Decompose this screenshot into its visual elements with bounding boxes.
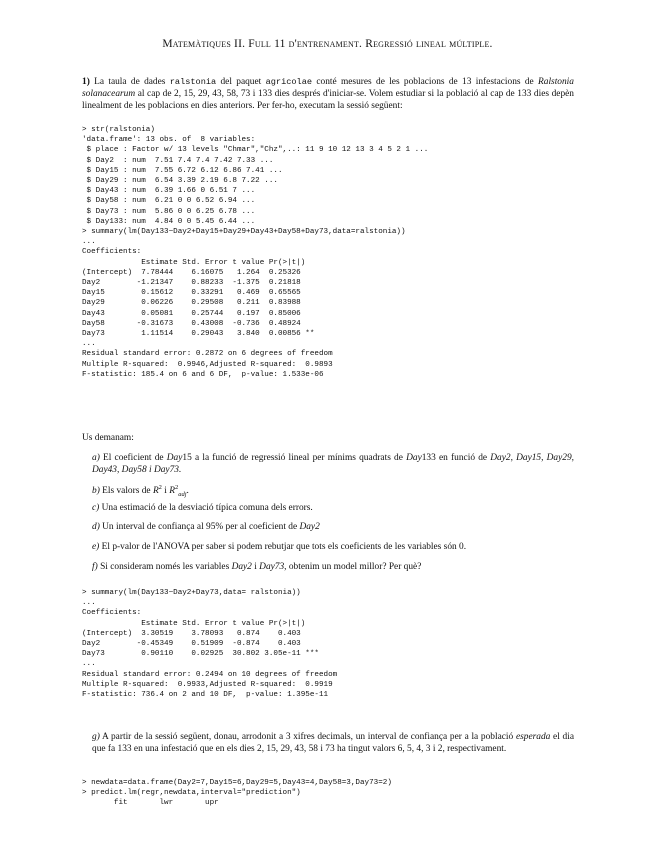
code-line: Multiple R-squared: 0.9946,Adjusted R-squared: 0.9893 (82, 360, 333, 369)
code-line: $ Day15 : num 7.55 6.72 6.12 6.86 7.41 ... (82, 166, 283, 175)
code-line: Multiple R-squared: 0.9933,Adjusted R-squared: 0.9919 (82, 680, 333, 689)
question-d-text: Un interval de confiança al 95% per al coeficient de (99, 522, 300, 532)
question-e (92, 541, 574, 553)
code-line: Day73 1.11514 0.29043 3.840 0.00856 ** (82, 330, 315, 339)
code-line: ... (82, 340, 96, 349)
question-a-text-3: en funció de (435, 453, 491, 463)
code-line: Day15 0.15612 0.33291 0.469 0.65565 (82, 289, 301, 298)
code-line: Day29 0.06226 0.29508 0.211 0.83988 (82, 299, 301, 308)
question-g-emphasis: esperada (515, 732, 551, 742)
question-c-label: c) (92, 503, 100, 513)
question-b-end: . (186, 486, 189, 497)
code-line: fit lwr upr (82, 799, 219, 808)
code-line: (Intercept) 7.78444 6.16075 1.264 0.25326 (82, 268, 301, 277)
code-line: ... (82, 238, 96, 247)
r-session-prediction (82, 778, 582, 809)
question-c-text: Una estimació de la desviació típica comuna dels errors. (99, 503, 313, 513)
code-line: Residual standard error: 0.2872 on 6 degrees of freedom (82, 350, 333, 359)
intro-text-b: del paquet (216, 77, 266, 87)
dataset-name: ralstonia (169, 77, 217, 87)
code-line: F-statistic: 185.4 on 6 and 6 DF, p-value: 1.533e-06 (82, 370, 324, 379)
question-e-label: e) (92, 542, 100, 552)
question-a-var-num: 15 (182, 453, 192, 463)
question-d-label: d) (92, 522, 100, 532)
code-line: $ Day2 : num 7.51 7.4 7.4 7.42 7.33 ... (82, 156, 274, 165)
question-b-label: b) (92, 486, 100, 497)
question-a-label: a) (92, 453, 100, 463)
question-f-text-2: i (251, 562, 260, 572)
question-a-var-list: Day2, Day15, Day29, Day43, Day58 i Day73. (92, 453, 574, 476)
code-line: $ Day58 : num 6.21 0 0 6.52 6.94 ... (82, 197, 256, 206)
question-a (92, 452, 574, 476)
code-line: > summary(lm(Day133~Day2+Day15+Day29+Day43+Day58+Day73,data=ralstonia)) (82, 228, 406, 237)
question-a-text-2: a la funció de regressió lineal per mínims quadrats de (191, 453, 407, 463)
code-line: Day73 0.90110 0.02925 30.802 3.05e-11 *** (82, 650, 319, 659)
question-g-text-2: el dia que fa 133 en una infestació que en els dies 2, 15, 29, 43, 58 i 73 ha tingut valors 6, 5, 4, 3 i 2, respectivament. (92, 732, 574, 755)
code-line: 'data.frame': 13 obs. of 8 variables: (82, 136, 256, 145)
code-line: Estimate Std. Error t value Pr(>|t|) (82, 258, 306, 267)
question-f-var-2: Day73 (259, 562, 285, 572)
code-line: $ Day133: num 4.84 0 0 5.45 6.44 ... (82, 217, 256, 226)
question-d (92, 521, 574, 533)
page-title: Matemàtiques II. Full 11 d'entrenament. Regressió lineal múltiple. (162, 38, 493, 50)
code-line: > str(ralstonia) (82, 126, 155, 134)
package-name: agricolae (265, 77, 313, 87)
r-session-str-summary (82, 125, 582, 380)
code-line: ... (82, 660, 96, 669)
question-g-text: A partir de la sessió següent, donau, arrodonit a 3 xifres decimals, un interval de confiança per a la població (99, 732, 516, 742)
code-line: > newdata=data.frame(Day2=7,Day15=6,Day29=5,Day43=4,Day58=3,Day73=2) (82, 779, 392, 787)
question-b-text: Els valors de (99, 486, 153, 497)
code-line: > summary(lm(Day133~Day2+Day73,data= ralstonia)) (82, 589, 301, 597)
intro-text-c: conté mesures de les poblacions de 13 infestacions de (312, 77, 539, 87)
code-line: Day2 -1.21347 0.88233 -1.375 0.21818 (82, 279, 301, 288)
r-squared-adj-exponent: 2 (174, 484, 179, 491)
code-line: $ Day43 : num 6.39 1.66 0 6.51 7 ... (82, 187, 256, 196)
code-line: Coefficients: (82, 248, 142, 257)
code-line: ... (82, 599, 96, 608)
code-line: $ Day73 : num 5.86 0 0 6.25 6.78 ... (82, 207, 256, 216)
r-squared-exponent: 2 (158, 484, 162, 491)
code-line: Day43 0.05081 0.25744 0.197 0.85006 (82, 309, 301, 318)
question-f-text: Si consideram només les variables (97, 562, 232, 572)
code-line: (Intercept) 3.30519 3.78093 0.874 0.403 (82, 629, 301, 638)
question-a-text: El coeficient de (99, 453, 167, 463)
exercise-number: 1) (82, 77, 90, 87)
r-session-reduced-model (82, 588, 582, 700)
intro-text-a: La taula de dades (89, 77, 170, 87)
question-f (92, 561, 574, 573)
r-squared-adj-symbol: R (169, 486, 175, 497)
question-g-label: g) (92, 732, 100, 742)
code-line: Residual standard error: 0.2494 on 10 degrees of freedom (82, 670, 338, 679)
question-f-label: f) (92, 562, 98, 572)
intro-text-d: al cap de 2, 15, 29, 43, 58, 73 i 133 dies després d'iniciar-se. Volem estudiar si la població al cap de 133 dies depèn linealment de les poblacions en dies anteriors. Per fer-ho, executam la sessió següent: (82, 89, 574, 112)
question-b (92, 482, 574, 501)
r-squared-adj-subscript: adj (178, 491, 187, 498)
species-name: Ralstonia solanacearum (82, 77, 574, 100)
exercise-intro (82, 76, 574, 113)
code-line: Coefficients: (82, 609, 142, 618)
code-line: F-statistic: 736.4 on 2 and 10 DF, p-value: 1.395e-11 (82, 691, 329, 700)
code-line: $ Day29 : num 6.54 3.39 2.19 6.8 7.22 ... (82, 177, 278, 186)
code-line: Day58 -0.31673 0.43008 -0.736 0.48924 (82, 319, 301, 328)
question-c (92, 502, 574, 514)
questions-intro: Us demanam: (82, 433, 134, 443)
question-g (92, 731, 574, 755)
question-f-var-1: Day2 (231, 562, 252, 572)
question-a-var: Day (166, 453, 183, 463)
code-line: > predict.lm(regr,newdata,interval="prediction") (82, 789, 301, 798)
question-a-dep: Day (406, 453, 422, 463)
question-e-text: El p-valor de l'ANOVA per saber si podem rebutjar que tots els coeficients de les variables són 0. (99, 542, 467, 552)
code-line: $ place : Factor w/ 13 levels "Chmar","Chz",..: 11 9 10 12 13 3 4 5 2 1 ... (82, 146, 429, 155)
question-a-dep-num: 133 (421, 453, 436, 463)
question-b-and: i (161, 486, 170, 497)
r-squared-symbol: R (152, 486, 159, 497)
code-line: Estimate Std. Error t value Pr(>|t|) (82, 619, 306, 628)
question-d-var: Day2 (299, 522, 320, 532)
code-line: Day2 -0.45349 0.51909 -0.874 0.403 (82, 640, 301, 649)
question-f-text-3: , obtenim un model millor? Per què? (284, 562, 422, 572)
